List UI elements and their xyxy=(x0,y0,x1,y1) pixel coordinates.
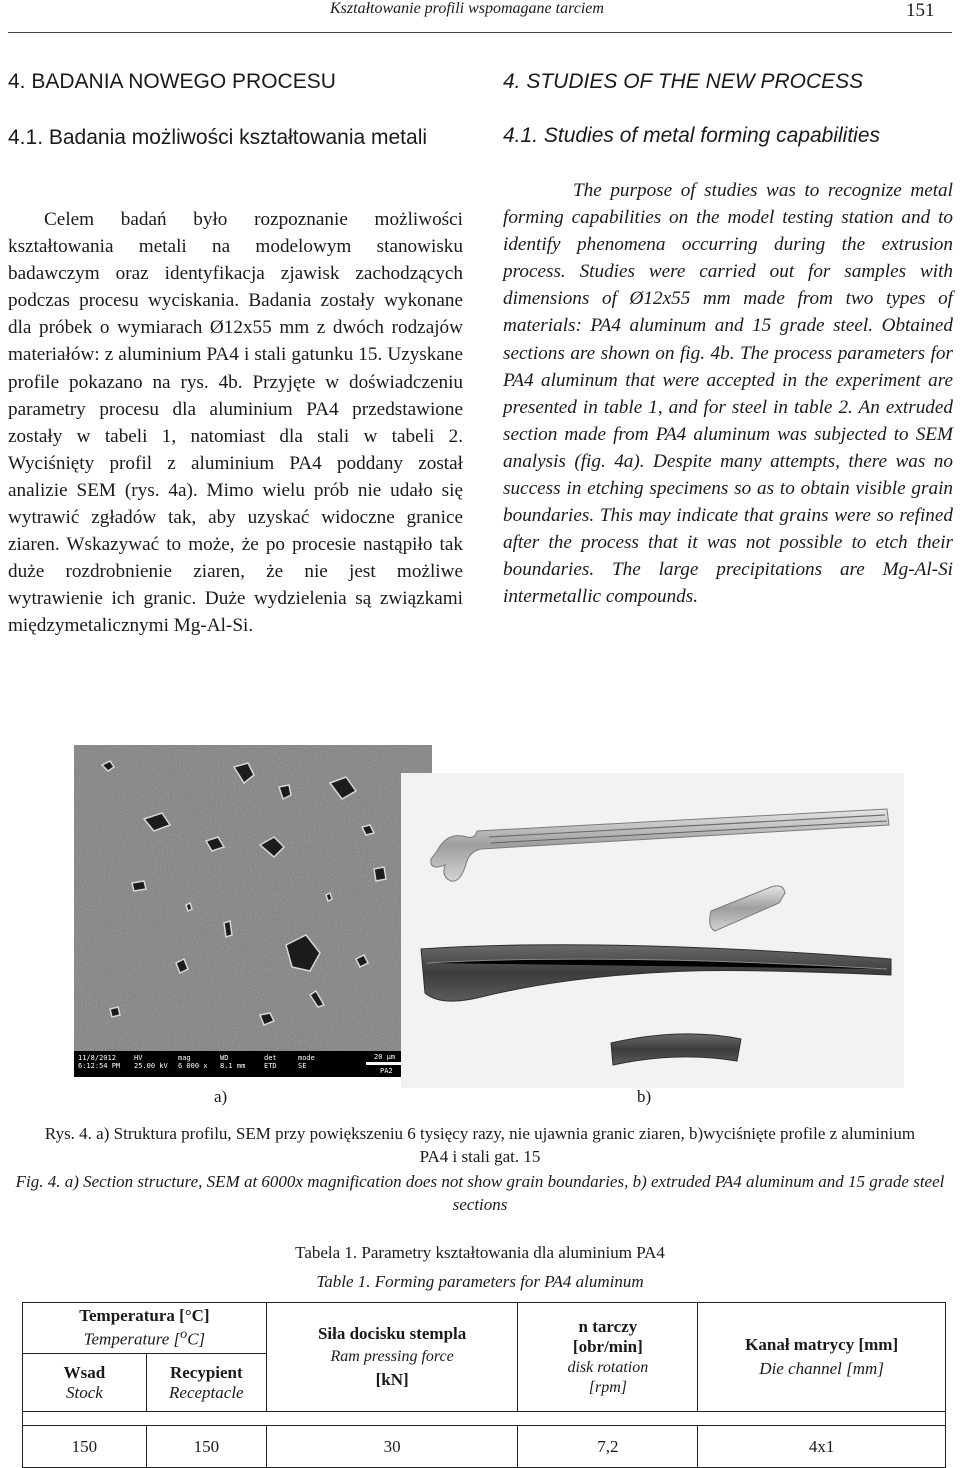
sem-hv-label: HV xyxy=(134,1054,143,1062)
sem-wd xyxy=(220,1054,245,1070)
header-force-unit: [kN] xyxy=(375,1370,409,1389)
page-number: 151 xyxy=(906,0,935,21)
figure-label-b: b) xyxy=(637,1087,652,1106)
table-header-row-1 xyxy=(23,1303,946,1354)
cell-stock-temp: 150 xyxy=(23,1426,147,1468)
sem-date xyxy=(78,1054,120,1070)
temp-en-degree: o xyxy=(180,1326,188,1343)
header-force-pl: Siła docisku stempla xyxy=(317,1324,467,1343)
subsection-heading-en: 4.1. Studies of metal forming capabilities xyxy=(503,124,881,147)
section-heading-en: 4. STUDIES OF THE NEW PROCESS xyxy=(503,70,864,93)
sem-scale-text: 20 µm xyxy=(374,1053,396,1061)
body-paragraph-en: The purpose of studies was to recognize metal forming capabilities on the model testing station and to identify phenomena occurring during the extrusion process. Studies were carried out for samples with dimensions of Ø12x55 mm made from two types of materials: PA4 aluminum and 15 grade steel. Obtained sections are shown on fig. 4b. The process parameters for PA4 aluminum that were accepted in the experiment are presented in table 1, and for steel in table 2. An extruded section made from PA4 aluminum was subjected to SEM analysis (fig. 4a). Despite many attempts, there was no success in etching specimens so as to obtain visible grain boundaries. This may indicate that grains were so refined after the process that it was not possible to etch their boundaries. The large precipitations are Mg-Al-Si intermetallic compounds. xyxy=(503,180,953,608)
section-heading-pl: 4. BADANIA NOWEGO PROCESU xyxy=(8,70,336,93)
cell-ram-force: 30 xyxy=(266,1426,518,1468)
header-receptacle xyxy=(146,1354,266,1412)
figure-caption-en: Fig. 4. a) Section structure, SEM at 6000x magnification does not show grain boundaries, b) extruded PA4 aluminum and 15 grade steel sections xyxy=(15,1172,945,1214)
spacer-cell xyxy=(698,1412,946,1426)
spacer-cell xyxy=(266,1412,518,1426)
header-ram-force xyxy=(266,1303,518,1412)
table-spacer-row xyxy=(23,1412,946,1426)
header-rule xyxy=(8,32,952,33)
sem-wd-label: WD xyxy=(220,1054,229,1062)
sem-info-bar xyxy=(74,1051,432,1077)
spacer-cell xyxy=(23,1412,147,1426)
sem-mag-value: 6 000 x xyxy=(178,1062,208,1070)
header-receptacle-en: Receptacle xyxy=(169,1382,244,1402)
extruded-profiles-photo xyxy=(401,773,904,1088)
spacer-cell xyxy=(518,1412,698,1426)
sem-det xyxy=(264,1054,277,1070)
sem-det-label: det xyxy=(264,1054,277,1062)
header-rotation-unit: [obr/min] xyxy=(572,1337,643,1356)
sem-det-value: ETD xyxy=(264,1062,277,1070)
header-temperature xyxy=(23,1303,267,1354)
header-force-en: Ram pressing force xyxy=(330,1348,454,1365)
header-die-en: Die channel [mm] xyxy=(759,1359,884,1378)
figure-label-a: a) xyxy=(214,1087,228,1106)
header-stock-pl: Wsad xyxy=(63,1362,106,1382)
sem-texture xyxy=(74,745,432,1051)
spacer-cell xyxy=(146,1412,266,1426)
header-receptacle-pl: Recypient xyxy=(169,1362,243,1382)
header-die-pl: Kanał matrycy [mm] xyxy=(745,1335,899,1354)
table-title-en: Table 1. Forming parameters for PA4 aluminum xyxy=(316,1272,644,1291)
sem-hv-value: 25.00 kV xyxy=(134,1062,168,1070)
header-stock xyxy=(23,1354,147,1412)
header-rotation-en-unit: [rpm] xyxy=(588,1379,627,1396)
sem-mag-label: mag xyxy=(178,1054,191,1062)
header-temperature-pl: Temperatura [°C] xyxy=(79,1306,210,1326)
cell-die-channel: 4x1 xyxy=(698,1426,946,1468)
sem-mode xyxy=(298,1054,315,1070)
sem-micrograph xyxy=(74,745,432,1077)
header-stock-en: Stock xyxy=(66,1382,103,1402)
cell-receptacle-temp: 150 xyxy=(146,1426,266,1468)
table-title-pl: Tabela 1. Parametry kształtowania dla aluminium PA4 xyxy=(295,1243,665,1262)
parameters-table xyxy=(22,1302,946,1468)
header-rotation-en: disk rotation xyxy=(567,1359,649,1376)
sem-time-value: 6:12:54 PM xyxy=(78,1062,121,1070)
sem-wd-value: 8.1 mm xyxy=(220,1062,246,1070)
body-paragraph-pl: Celem badań było rozpoznanie możliwości kształtowania metali na modelowym stanowisku badawczym oraz identyfikacja zjawisk zachodzących podczas procesu wyciskania. Badania zostały wykonane dla próbek o wymiarach Ø12x55 mm z dwóch rodzajów materiałów: z aluminium PA4 i stali gatunku 15. Uzyskane profile pokazano na rys. 4b. Przyjęte w doświadczeniu parametry procesu dla aluminium PA4 przedstawione zostały w tabeli 1, natomiast dla stali w tabeli 2. Wyciśnięty profil z aluminium PA4 poddany został analizie SEM (rys. 4a). Mimo wielu prób nie udało się wytrawić zgładów tak, aby uzyskać widoczne granice ziaren. Wskazywać to może, że po procesie nastąpiło tak duże rozdrobnienie ziaren, że nie jest możliwe wytrawienie ich granic. Duże wydzielenia są związkami międzymetalicznymi Mg-Al-Si. xyxy=(8,209,463,637)
figure-caption-pl: Rys. 4. a) Struktura profilu, SEM przy powiększeniu 6 tysięcy razy, nie ujawnia granic ziaren, b)wyciśnięte profile z aluminium PA4 i stali gat. 15 xyxy=(44,1124,916,1166)
header-disk-rotation xyxy=(518,1303,698,1412)
header-die-channel xyxy=(698,1303,946,1412)
temp-en-post: C] xyxy=(187,1329,206,1349)
temp-en-pre: Temperature [ xyxy=(83,1329,181,1349)
sem-mode-label: mode xyxy=(298,1054,315,1062)
profiles-drawing xyxy=(401,773,904,1088)
header-rotation-pl: n tarczy xyxy=(578,1317,638,1336)
sem-sample-id: PA2 xyxy=(380,1067,393,1075)
sem-hv xyxy=(134,1054,168,1070)
table-row xyxy=(23,1426,946,1468)
running-title: Kształtowanie profili wspomagane tarciem xyxy=(330,0,604,17)
cell-disk-rotation: 7,2 xyxy=(518,1426,698,1468)
subsection-heading-pl: 4.1. Badania możliwości kształtowania metali xyxy=(8,126,428,149)
sem-date-value: 11/8/2012 xyxy=(78,1054,116,1062)
sem-mode-value: SE xyxy=(298,1062,307,1070)
header-temperature-en xyxy=(23,1326,266,1350)
sem-mag xyxy=(178,1054,208,1070)
